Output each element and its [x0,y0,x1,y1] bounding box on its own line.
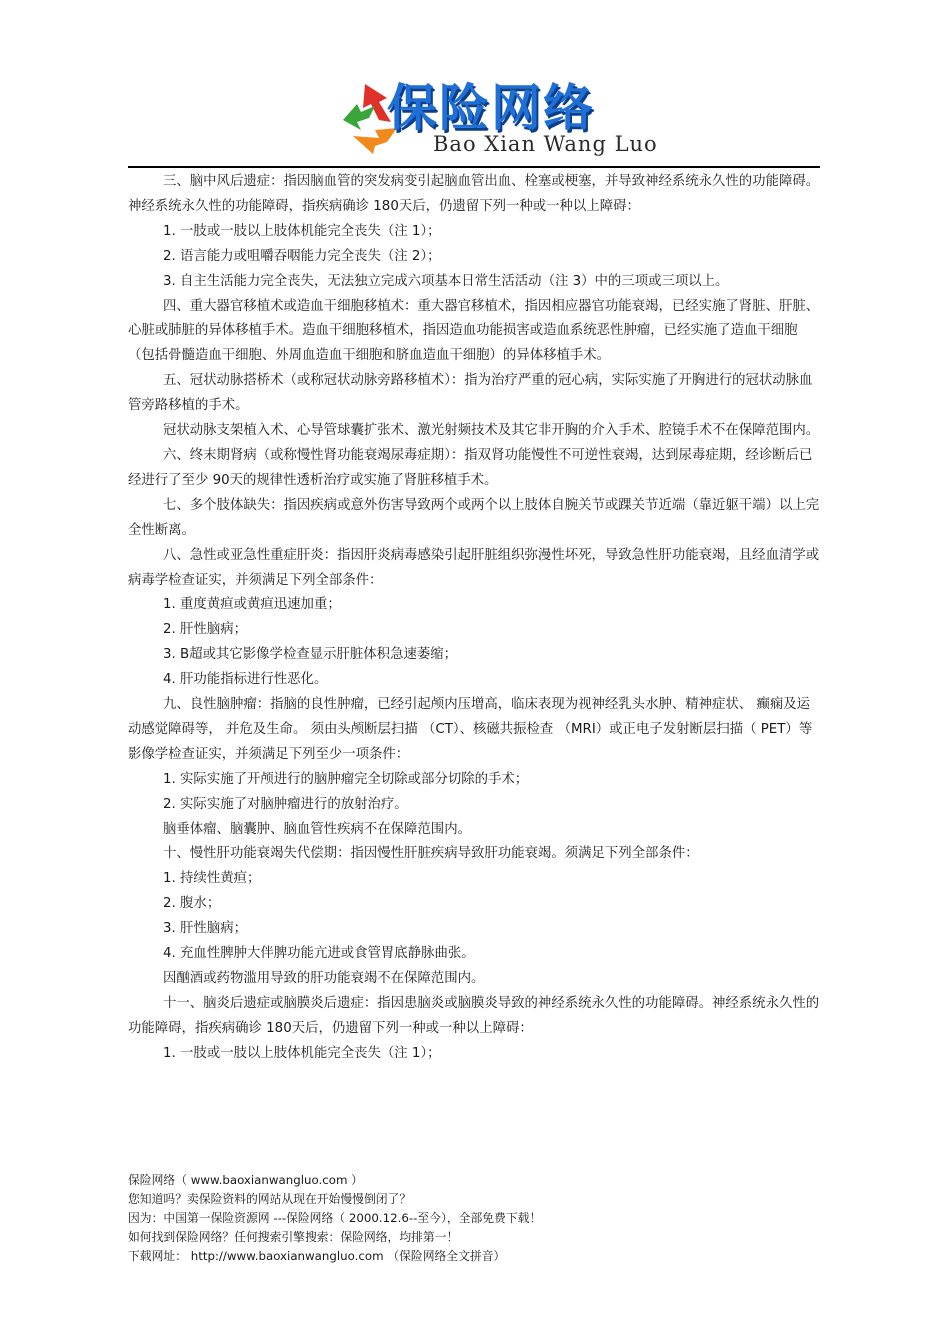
paragraph: 1. 一肢或一肢以上肢体机能完全丧失（注 1）； [163,223,441,239]
document-body [128,170,820,1067]
paragraph: 冠状动脉支架植入术、心导管球囊扩张术、激光射频技术及其它非开胸的介入手术、腔镜手术不在保障范围内。 [163,423,820,439]
footer-line: 如何找到保险网络？任何搜索引擎搜索：保险网络，均排第一！ [128,1230,459,1244]
paragraph: 4. 充血性脾肿大伴脾功能亢进或食管胃底静脉曲张。 [163,946,475,962]
footer-line: 您知道吗？卖保险资料的网站从现在开始慢慢倒闭了？ [128,1192,412,1206]
page-footer [128,1171,820,1266]
footer-line: 下载网址： http://www.baoxianwangluo.com （保险网络全文拼音） [128,1249,506,1263]
paragraph: 4. 肝功能指标进行性恶化。 [163,672,328,688]
footer-line: 保险网络（ www.baoxianwangluo.com ） [128,1173,363,1187]
logo-title-en: Bao Xian Wang Luo [433,132,658,156]
paragraph: 七、多个肢体缺失：指因疾病或意外伤害导致两个或两个以上肢体自腕关节或踝关节近端（靠近躯干端）以上完全性断离。 [128,497,820,538]
paragraph: 十一、脑炎后遗症或脑膜炎后遗症：指因患脑炎或脑膜炎导致的神经系统永久性的功能障碍。神经系统永久性的功能障碍，指疾病确诊 180天后，仍遗留下列一种或一种以上障碍： [128,995,820,1036]
logo-title-cn: 保险网络 [387,79,595,137]
paragraph: 2. 语言能力或咀嚼吞咽能力完全丧失（注 2）； [163,248,441,264]
paragraph: 四、重大器官移植术或造血干细胞移植术：重大器官移植术，指因相应器官功能衰竭，已经实施了肾脏、肝脏、心脏或肺脏的异体移植手术。造血干细胞移植术，指因造血功能损害或造血系统恶性肿瘤，已经实施了造血干细胞（包括骨髓造血干细胞、外周血造血干细胞和脐血造血干细胞）的异体移植手术。 [128,298,820,364]
paragraph: 3. B超或其它影像学检查显示肝脏体积急速萎缩； [163,647,458,663]
paragraph: 八、急性或亚急性重症肝炎：指因肝炎病毒感染引起肝脏组织弥漫性坏死，导致急性肝功能衰竭，且经血清学或病毒学检查证实，并须满足下列全部条件： [128,547,820,588]
paragraph: 1. 一肢或一肢以上肢体机能完全丧失（注 1）； [163,1045,441,1061]
paragraph: 1. 重度黄疸或黄疸迅速加重； [163,597,341,613]
paragraph: 三、脑中风后遗症：指因脑血管的突发病变引起脑血管出血、栓塞或梗塞，并导致神经系统永久性的功能障碍。神经系统永久性的功能障碍，指疾病确诊 180天后，仍遗留下列一种或一种以上障碍： [128,174,820,214]
paragraph: 3. 自主生活能力完全丧失，无法独立完成六项基本日常生活活动（注 3）中的三项或三项以上。 [163,273,729,289]
paragraph: 2. 腹水； [163,896,221,912]
footer-line: 因为：中国第一保险资源网 ---保险网络（ 2000.12.6--至今），全部免费下载！ [128,1211,542,1225]
paragraph: 因酗酒或药物滥用导致的肝功能衰竭不在保障范围内。 [163,971,485,986]
paragraph: 2. 肝性脑病； [163,622,247,638]
paragraph: 九、良性脑肿瘤：指脑的良性肿瘤，已经引起颅内压增高，临床表现为视神经乳头水肿、精神症状、 癫痫及运动感觉障碍等， 并危及生命。 须由头颅断层扫描 （CT）、核磁共振检查 （MRI）或正电子发射断层扫描（ PET）等影像学检查证实，并须满足下列至少一项条件： [128,697,813,762]
paragraph: 脑垂体瘤、脑囊肿、脑血管性疾病不在保障范围内。 [163,821,471,837]
site-logo [335,66,658,166]
paragraph: 1. 持续性黄疸； [163,871,261,887]
paragraph: 六、终末期肾病（或称慢性肾功能衰竭尿毒症期）：指双肾功能慢性不可逆性衰竭，达到尿毒症期，经诊断后已经进行了至少 90天的规律性透析治疗或实施了肾脏移植手术。 [128,447,813,488]
header-divider [128,166,820,168]
paragraph: 2. 实际实施了对脑肿瘤进行的放射治疗。 [163,796,408,812]
paragraph: 五、冠状动脉搭桥术（或称冠状动脉旁路移植术）：指为治疗严重的冠心病，实际实施了开胸进行的冠状动脉血管旁路移植的手术。 [128,373,813,414]
paragraph: 十、慢性肝功能衰竭失代偿期：指因慢性肝脏疾病导致肝功能衰竭。须满足下列全部条件： [163,846,699,862]
paragraph: 1. 实际实施了开颅进行的脑肿瘤完全切除或部分切除的手术； [163,771,529,787]
paragraph: 3. 肝性脑病； [163,921,247,937]
